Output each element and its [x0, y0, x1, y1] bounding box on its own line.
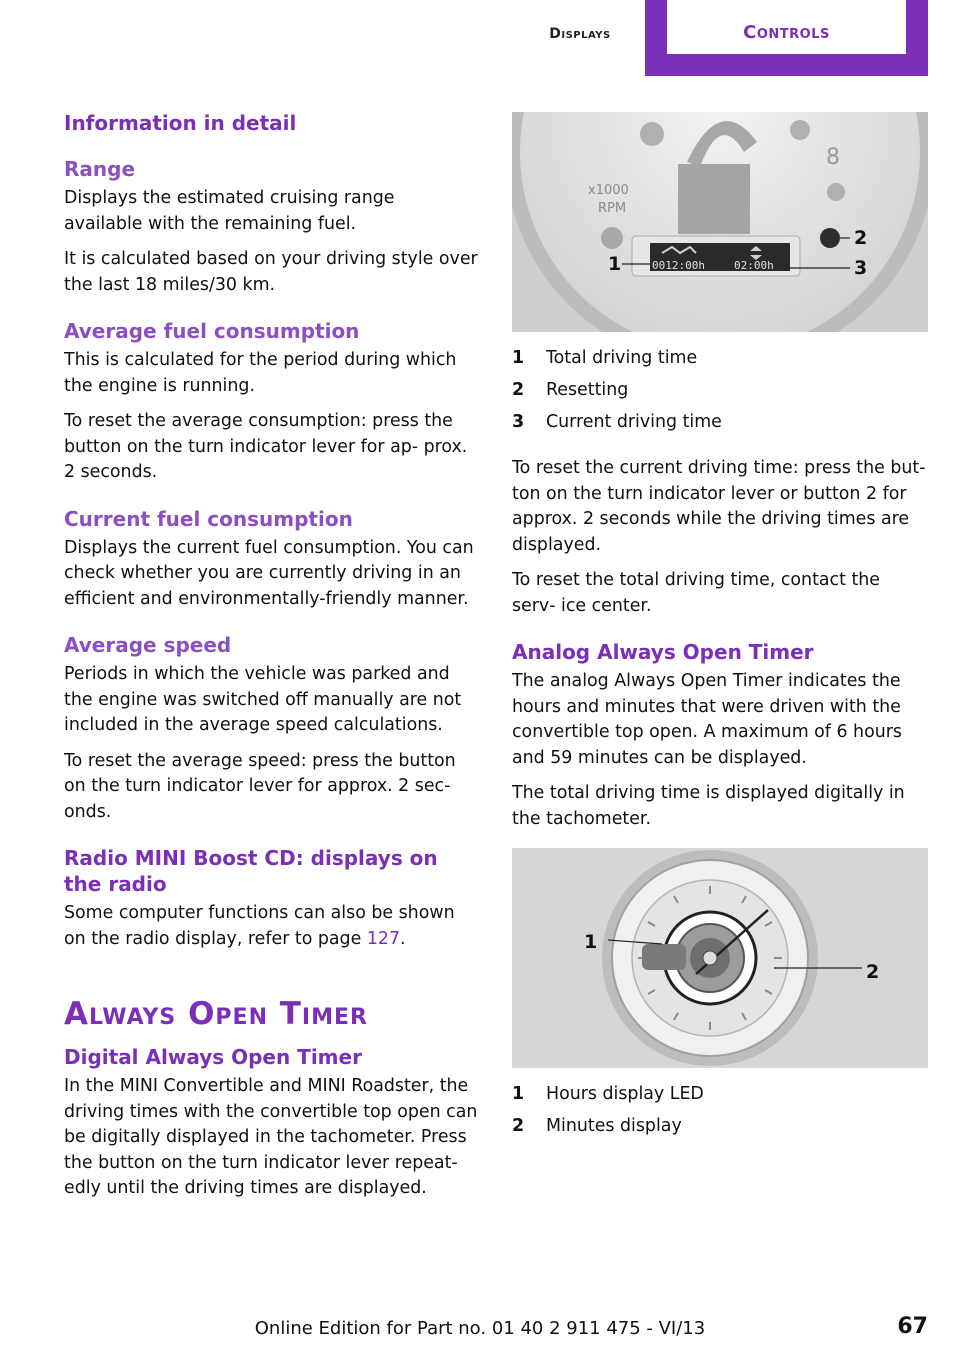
legend-item: [512, 1110, 928, 1142]
heading-range: Range: [64, 157, 136, 181]
legend-text: Total driving time: [546, 348, 698, 368]
avg-speed-paragraph-2: To reset the average speed: press the button on the turn indicator lever for approx. 2 sec‐ onds.: [64, 750, 456, 822]
legend-item: [512, 374, 928, 406]
legend-text: Resetting: [546, 380, 629, 400]
page-number: 67: [897, 1314, 928, 1339]
svg-text:1: 1: [608, 253, 622, 275]
svg-text:2: 2: [866, 961, 880, 983]
analog-paragraph-2: The total driving time is displayed digitally in the tachometer.: [512, 783, 905, 829]
svg-text:8: 8: [826, 145, 840, 170]
analog-paragraph-1: The analog Always Open Timer indicates the hours and minutes that were driven with the convertible top open. A maximum of 6 hours and 59 minutes can be displayed.: [512, 671, 902, 768]
svg-text:x1000: x1000: [588, 183, 629, 198]
heading-radio-displays: Radio MINI Boost CD: displays on the radio: [64, 846, 438, 896]
heading-analog-always-open-timer: Analog Always Open Timer: [512, 640, 814, 664]
svg-text:0012:00h: 0012:00h: [652, 259, 705, 272]
svg-text:02:00h: 02:00h: [734, 259, 774, 272]
page-reference-link[interactable]: 127: [366, 928, 401, 949]
legend-item: [512, 406, 928, 438]
legend-item: [512, 342, 928, 374]
heading-average-fuel-consumption: Average fuel consumption: [64, 319, 360, 343]
left-column: [64, 110, 478, 1212]
tachometer-illustration: [512, 112, 928, 332]
legend-number: 2: [512, 1116, 525, 1136]
figure-analog-timer: [512, 848, 928, 1068]
svg-text:1: 1: [584, 931, 598, 953]
analog-timer-illustration: [512, 848, 928, 1068]
range-paragraph-2: It is calculated based on your driving style over the last 18 miles/30 km.: [64, 249, 478, 295]
radio-paragraph-end: .: [400, 928, 406, 949]
cur-fuel-paragraph-1: Displays the current fuel consumption. You can check whether you are currently driving in an efficient and environmentally-friendly manner.: [64, 537, 474, 609]
avg-speed-paragraph-1: Periods in which the vehicle was parked and the engine was switched off manually are not included in the average speed calculations.: [64, 664, 462, 735]
avg-fuel-paragraph-1: This is calculated for the period during which the engine is running.: [64, 350, 457, 396]
legend-text: Current driving time: [546, 412, 722, 432]
heading-information-in-detail: Information in detail: [64, 111, 297, 135]
svg-text:2: 2: [854, 227, 868, 249]
figure-tachometer-digital-display: [512, 112, 928, 332]
legend-text: Minutes display: [546, 1116, 682, 1136]
avg-fuel-paragraph-2: To reset the average consumption: press the button on the turn indicator lever for ap‐ prox. 2 seconds.: [64, 411, 468, 482]
chapter-title-always-open-timer: Always Open Timer: [64, 996, 368, 1032]
header-chapter-tab: [645, 0, 928, 76]
header-chapter-label: Controls: [667, 0, 906, 54]
legend-figure-2: [512, 1078, 928, 1142]
heading-digital-always-open-timer: Digital Always Open Timer: [64, 1045, 362, 1069]
legend-number: 3: [512, 412, 525, 432]
radio-paragraph-1: [64, 901, 478, 952]
legend-number: 1: [512, 348, 525, 368]
range-paragraph-1: Displays the estimated cruising range available with the remaining fuel.: [64, 188, 395, 234]
right-column: [512, 112, 928, 1160]
footer-edition: Online Edition for Part no. 01 40 2 911 475 - VI/13: [254, 1318, 706, 1339]
legend-item: [512, 1078, 928, 1110]
radio-paragraph-text: Some computer functions can also be shown on the radio display, refer to page: [64, 903, 455, 949]
reset-total-paragraph: To reset the total driving time, contact the serv‐ ice center.: [512, 570, 880, 616]
svg-text:RPM: RPM: [598, 201, 627, 216]
reset-current-paragraph: To reset the current driving time: press the but‐ ton on the turn indicator lever or button 2 for approx. 2 seconds while the driving times are displayed.: [512, 458, 926, 555]
legend-number: 1: [512, 1084, 525, 1104]
legend-text: Hours display LED: [546, 1084, 704, 1104]
heading-average-speed: Average speed: [64, 633, 232, 657]
legend-number: 2: [512, 380, 525, 400]
svg-text:3: 3: [854, 257, 868, 279]
heading-current-fuel-consumption: Current fuel consumption: [64, 506, 353, 531]
legend-figure-1: [512, 342, 928, 438]
header-section-label: Displays: [549, 26, 611, 42]
digital-paragraph-1: In the MINI Convertible and MINI Roadster, the driving times with the convertible top open can be digitally displayed in the tachometer. Press the button on the turn indicator lever repeat‐ edly until the driving times are displayed.: [64, 1076, 478, 1198]
